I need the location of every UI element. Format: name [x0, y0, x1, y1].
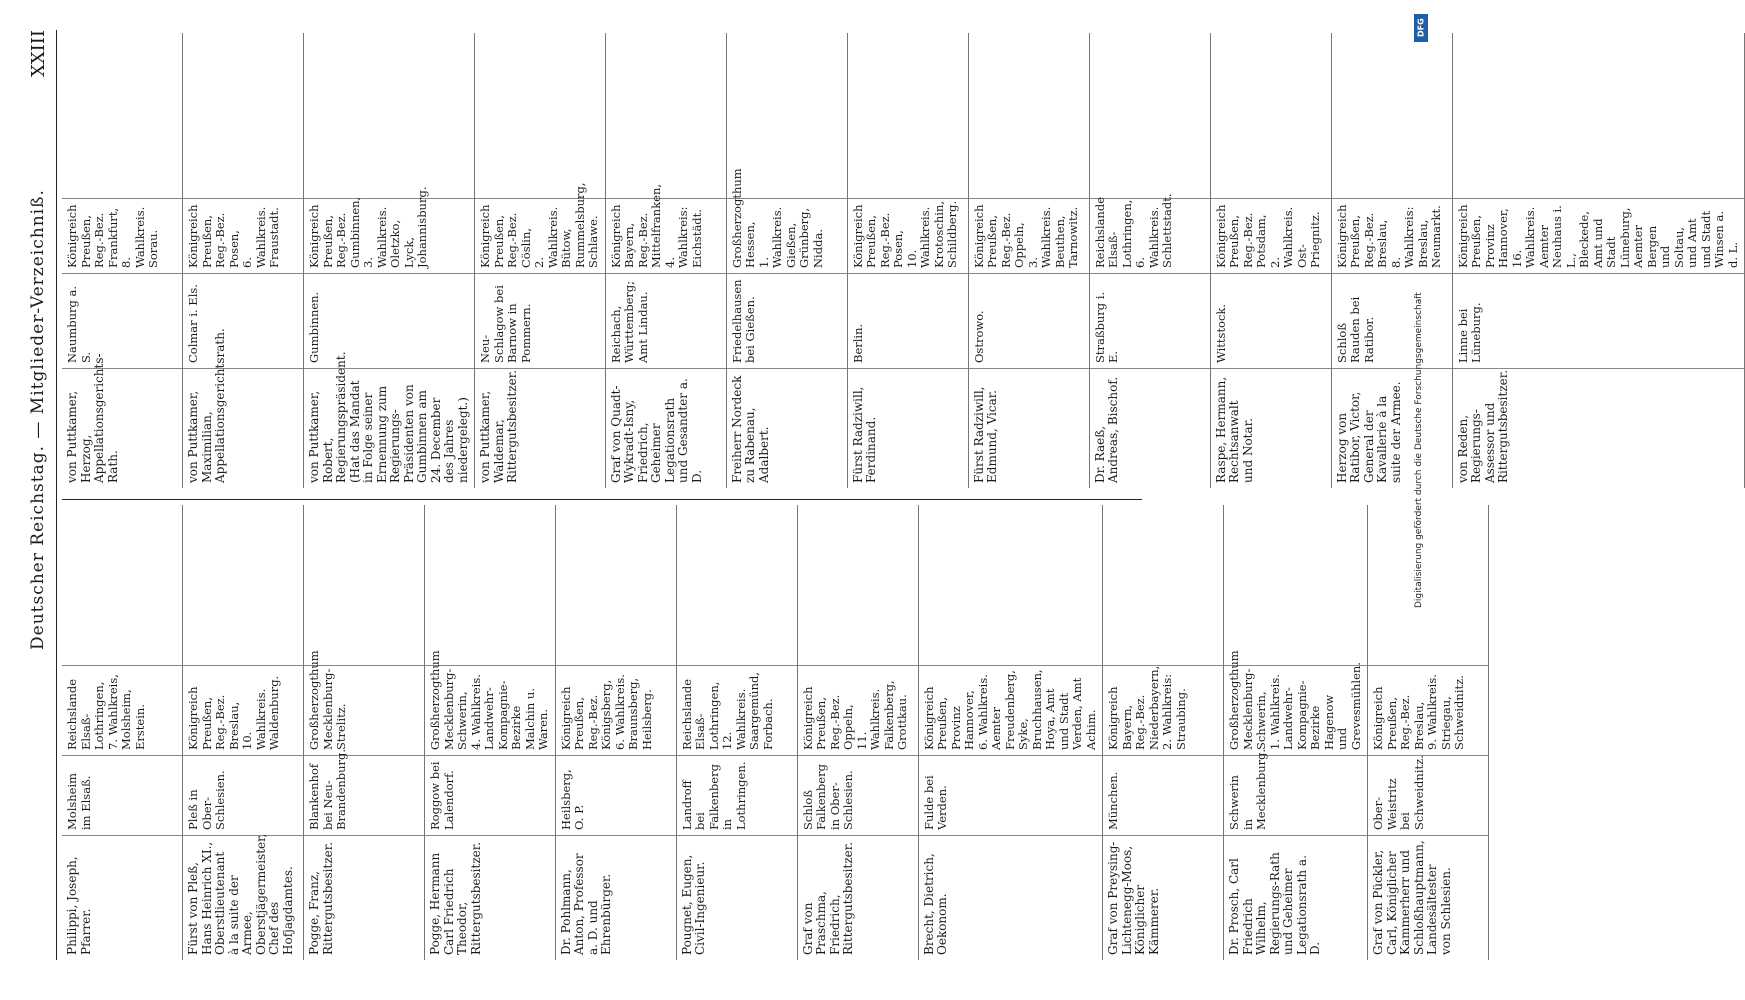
- member-constituency: Königreich Preußen, Reg.-Bez. Oppeln, 11. Wahlkreis. Falkenberg, Grottkau.: [798, 665, 918, 755]
- right-column-table: [62, 33, 1745, 488]
- member-name: Fürst Radziwill, Ferdinand.: [848, 368, 968, 488]
- member-name: Pogge, Franz, Rittergutsbesitzer.: [304, 835, 424, 960]
- entry-spacer: [183, 33, 303, 198]
- entry-spacer: [1211, 33, 1331, 198]
- member-residence: Naumburg a. S.: [62, 273, 182, 368]
- member-entry: [556, 505, 677, 960]
- entry-spacer: [475, 33, 605, 198]
- member-residence: Ober-Weistritz bei Schweidnitz.: [1368, 755, 1488, 835]
- member-residence: Pleß in Ober-Schlesien.: [183, 755, 303, 835]
- entry-spacer: [969, 33, 1089, 198]
- member-name: Raspe, Hermann, Rechtsanwalt und Notar.: [1211, 368, 1331, 488]
- member-constituency: Königreich Preußen, Reg.-Bez. Posen, 10. Wahlkreis. Krotoschin, Schildberg.: [848, 198, 968, 273]
- entry-spacer: [556, 505, 676, 665]
- entry-spacer: [304, 505, 424, 665]
- digitization-note: Digitalisierung gefördert durch die Deutsche Forschungsgemeinschaft: [1414, 292, 1424, 608]
- member-residence: Heilsberg, O. P.: [556, 755, 676, 835]
- member-constituency: Großherzogthum Mecklenburg-Schwerin, 4. Wahlkreis. Landwehr-Kompagnie-Bezirke Malchin u. Waren.: [425, 665, 555, 755]
- member-name: von Puttkamer, Robert, Regierungspräsident. (Hat das Mandat in Folge seiner Ernennung zum Regierungs-Präsidenten von Gumbinnen am 24. December des Jahres niedergelegt.): [304, 368, 474, 488]
- member-name: Brecht, Dietrich, Oekonom.: [919, 835, 1103, 960]
- entry-spacer: [304, 33, 474, 198]
- entry-spacer: [62, 505, 182, 665]
- member-entry: [62, 33, 183, 488]
- entry-spacer: [1090, 33, 1210, 198]
- member-name: Dr. Prosch, Carl Friedrich Wilhelm, Regierungs-Rath und Geheimer Legationsrath a. D.: [1224, 835, 1367, 960]
- member-entry: [304, 505, 425, 960]
- member-name: Pogge, Hermann Carl Friedrich Theodor, Rittergutsbesitzer.: [425, 835, 555, 960]
- member-constituency: Königreich Preußen, Reg.-Bez. Breslau, 8. Wahlkreis: Breslau, Neumarkt.: [1332, 198, 1452, 273]
- member-entry: [919, 505, 1104, 960]
- member-constituency: Großherzogthum Mecklenburg-Schwerin, 1. Wahlkreis. Landwehr-Kompagnie-Bezirke Hagenow und Grevesmühlen.: [1224, 665, 1367, 755]
- member-entry: [183, 33, 304, 488]
- member-entry: [1332, 33, 1453, 488]
- entry-spacer: [677, 505, 797, 665]
- member-constituency: Königreich Preußen, Reg.-Bez. Potsdam, 2. Wahlkreis. Ost-Priegnitz.: [1211, 198, 1331, 273]
- member-residence: Friedelhausen bei Gießen.: [727, 273, 847, 368]
- member-residence: Reichach, Württemberg; Amt Lindau.: [606, 273, 726, 368]
- entry-spacer: [606, 33, 726, 198]
- member-constituency: Königreich Preußen, Provinz Hannover, 6. Wahlkreis. Aemter Freudenberg, Syke, Bruchhausen, Hoya, Amt und Stadt Verden, Amt Achim.: [919, 665, 1103, 755]
- member-name: Herzog von Ratibor, Victor, General der Kavallerie à la suite der Armee.: [1332, 368, 1452, 488]
- member-entry: [798, 505, 919, 960]
- entry-spacer: [1103, 505, 1223, 665]
- member-entry: [62, 505, 183, 960]
- member-constituency: Königreich Preußen, Reg.-Bez. Frankfurt, 8. Wahlkreis. Sorau.: [62, 198, 182, 273]
- member-constituency: Königreich Preußen, Reg.-Bez. Oppeln, 3. Wahlkreis. Beuthen, Tarnowitz.: [969, 198, 1089, 273]
- member-name: Dr. Pohlmann, Anton, Professor a. D. und Ehrenbürger.: [556, 835, 676, 960]
- member-entry: [183, 505, 304, 960]
- center-divider: [62, 499, 1142, 500]
- member-residence: Fulde bei Verden.: [919, 755, 1103, 835]
- member-constituency: Königreich Preußen, Reg.-Bez. Breslau, 9. Wahlkreis. Striegau, Schweidnitz.: [1368, 665, 1488, 755]
- member-residence: München.: [1103, 755, 1223, 835]
- member-residence: Landroff bei Falkenberg in Lothringen.: [677, 755, 797, 835]
- member-residence: Molsheim im Elsaß.: [62, 755, 182, 835]
- dfg-logo: DFG: [1414, 14, 1428, 42]
- member-constituency: Reichslande Elsaß-Lothringen, 6. Wahlkreis. Schlettstadt.: [1090, 198, 1210, 273]
- member-entry: [1103, 505, 1224, 960]
- member-residence: Wittstock.: [1211, 273, 1331, 368]
- entry-spacer: [848, 33, 968, 198]
- member-constituency: Königreich Preußen, Provinz Hannover, 16. Wahlkreis. Aemter Neuhaus i. L., Bleckede, Amt und Stadt Lüneburg, Aemter Bergen und Soltau, und Amt und Stadt Winsen a. d. L.: [1453, 198, 1745, 273]
- entry-spacer: [1453, 33, 1745, 198]
- member-entry: [425, 505, 556, 960]
- member-name: Graf von Praschma, Friedrich, Rittergutsbesitzer.: [798, 835, 918, 960]
- margin-strip: [1412, 8, 1430, 992]
- member-entry: [848, 33, 969, 488]
- page-header: [28, 30, 56, 960]
- member-constituency: Königreich Bayern, Reg.-Bez. Niederbayern, 2. Wahlkreis: Straubing.: [1103, 665, 1223, 755]
- member-residence: Straßburg i. E.: [1090, 273, 1210, 368]
- member-name: Dr. Raeß, Andreas, Bischof.: [1090, 368, 1210, 488]
- member-entry: [1453, 33, 1745, 488]
- running-title: Deutscher Reichstag. — Mitglieder-Verzeichniß.: [28, 189, 48, 650]
- entry-spacer: [727, 33, 847, 198]
- member-residence: Roggow bei Lalendorf.: [425, 755, 555, 835]
- member-residence: Berlin.: [848, 273, 968, 368]
- member-entry: [606, 33, 727, 488]
- member-constituency: Königreich Preußen, Reg.-Bez. Gumbinnen, 3. Wahlkreis. Oletzko, Lyck, Johannisburg.: [304, 198, 474, 273]
- member-constituency: Großherzogthum Hessen, 1. Wahlkreis. Gießen, Grünberg, Nidda.: [727, 198, 847, 273]
- member-constituency: Reichslande Elsaß-Lothringen, 12. Wahlkreis. Saargemünd, Forbach.: [677, 665, 797, 755]
- member-entry: [1224, 505, 1368, 960]
- member-constituency: Königreich Preußen, Reg.-Bez. Posen, 6. Wahlkreis. Fraustadt.: [183, 198, 303, 273]
- entry-spacer: [798, 505, 918, 665]
- member-name: Fürst Radziwill, Edmund, Vicar.: [969, 368, 1089, 488]
- page-number: XXIII: [28, 30, 49, 77]
- member-entry: [969, 33, 1090, 488]
- member-residence: Schwerin in Mecklenburg.: [1224, 755, 1367, 835]
- member-name: Pougnet, Eugen, Civil-Ingenieur.: [677, 835, 797, 960]
- member-entry: [727, 33, 848, 488]
- member-residence: Ostrowo.: [969, 273, 1089, 368]
- member-constituency: Königreich Preußen, Reg.-Bez. Königsberg, 6. Wahlkreis. Braunsberg, Heilsberg.: [556, 665, 676, 755]
- member-name: von Reden, Regierungs-Assessor und Rittergutsbesitzer.: [1453, 368, 1745, 488]
- header-rule: [56, 30, 57, 960]
- entry-spacer: [919, 505, 1103, 665]
- member-residence: Schloß Rauden bei Ratibor.: [1332, 273, 1452, 368]
- member-name: Graf von Quadt-Wykradt-Isny, Friedrich, Geheimer Legationsrath und Gesandter a. D.: [606, 368, 726, 488]
- member-entry: [1090, 33, 1211, 488]
- member-residence: Neu-Schlagow bei Barnow in Pommern.: [475, 273, 605, 368]
- member-residence: Blankenhof bei Neu-Brandenburg.: [304, 755, 424, 835]
- member-constituency: Königreich Preußen, Reg.-Bez. Breslau, 10. Wahlkreis. Waldenburg.: [183, 665, 303, 755]
- member-entry: [475, 33, 606, 488]
- entry-spacer: [62, 33, 182, 198]
- member-name: Philippi, Joseph, Pfarrer.: [62, 835, 182, 960]
- member-constituency: Königreich Preußen, Reg.-Bez. Cöslin, 2. Wahlkreis. Bütow, Rummelsburg, Schlawe.: [475, 198, 605, 273]
- member-name: von Puttkamer, Waldemar, Rittergutsbesitzer.: [475, 368, 605, 488]
- member-entry: [1211, 33, 1332, 488]
- member-residence: Gumbinnen.: [304, 273, 474, 368]
- member-entry: [304, 33, 475, 488]
- member-name: Graf von Pückler, Carl, Königlicher Kammerherr und Schloßhauptmann, Landesältester von Schlesien.: [1368, 835, 1488, 960]
- entry-spacer: [1332, 33, 1452, 198]
- entry-spacer: [1224, 505, 1367, 665]
- member-name: Fürst von Pleß, Hans Heinrich XI., Oberstlieutenant à la suite der Armee, Oberstjägermeister, Chef des Hofjagdamtes.: [183, 835, 303, 960]
- member-entry: [677, 505, 798, 960]
- entry-spacer: [183, 505, 303, 665]
- member-residence: Schloß Falkenberg in Ober-Schlesien.: [798, 755, 918, 835]
- member-constituency: Reichslande Elsaß-Lothringen, 7. Wahlkreis, Molsheim, Erstein.: [62, 665, 182, 755]
- member-constituency: Großherzogthum Mecklenburg-Strelitz.: [304, 665, 424, 755]
- entry-spacer: [425, 505, 555, 665]
- member-constituency: Königreich Bayern, Reg.-Bez. Mittelfranken, 4. Wahlkreis: Eichstädt.: [606, 198, 726, 273]
- member-residence: Colmar i. Els.: [183, 273, 303, 368]
- left-column-table: [62, 505, 1489, 960]
- member-name: von Puttkamer, Herzog, Appellationsgerichts-Rath.: [62, 368, 182, 488]
- member-name: von Puttkamer, Maximilian, Appellationsgerichtsrath.: [183, 368, 303, 488]
- member-residence: Linne bei Lüneburg.: [1453, 273, 1745, 368]
- member-name: Graf von Preysing-Lichtenegg-Moos, Königlicher Kämmerer.: [1103, 835, 1223, 960]
- member-name: Freiherr Nordeck zu Rabenau, Adalbert.: [727, 368, 847, 488]
